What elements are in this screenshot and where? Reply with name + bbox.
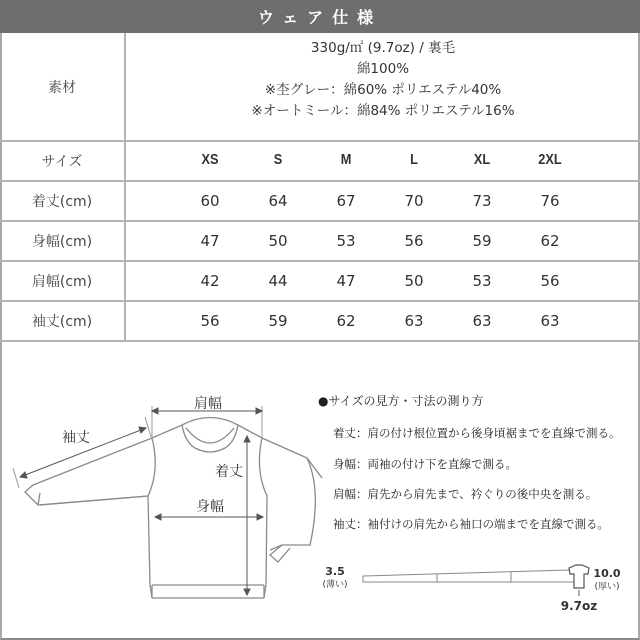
- page-title: ウェア仕様: [0, 0, 640, 33]
- size-l: L: [410, 151, 418, 168]
- table-cell: 64: [268, 192, 288, 210]
- guide-item-shoulder: 肩幅：肩先から肩先まで、衿ぐりの後中央を測る。: [333, 487, 598, 501]
- size-xs: XS: [201, 151, 219, 168]
- table-cell: 70: [404, 192, 424, 210]
- table-cell: 42: [200, 272, 220, 290]
- table-cell: 50: [404, 272, 424, 290]
- guide-item-body-width: 身幅：両袖の付け下を直線で測る。: [333, 457, 517, 471]
- material-line: 330g/㎡ (9.7oz) / 裏毛: [310, 40, 456, 56]
- table-cell: 63: [540, 312, 560, 330]
- scale-max-value: 10.0: [593, 567, 621, 580]
- guide-item-sleeve: 袖丈：袖付けの肩先から袖口の端までを直線で測る。: [333, 517, 609, 531]
- material-line: ※杢グレー：綿60% ポリエステル40%: [264, 82, 502, 98]
- body-width-label: 身幅(cm): [31, 234, 93, 250]
- shoulder-label: 肩幅: [194, 396, 222, 412]
- scale-min-value: 3.5: [325, 565, 345, 578]
- size-m: M: [340, 151, 352, 168]
- material-line: ※オートミール：綿84% ポリエステル16%: [251, 103, 515, 119]
- material-label: 素材: [48, 79, 76, 96]
- sleeve-length-label: 袖丈(cm): [31, 314, 93, 330]
- shoulder-width-label: 肩幅(cm): [31, 274, 93, 290]
- table-cell: 56: [200, 312, 220, 330]
- guide-item-length: 着丈：肩の付け根位置から後身頃裾までを直線で測る。: [333, 426, 621, 440]
- sleeve-label: 袖丈: [62, 430, 90, 446]
- table-cell: 63: [472, 312, 492, 330]
- table-cell: 47: [200, 232, 220, 250]
- guide-title: ●サイズの見方・寸法の測り方: [318, 394, 484, 408]
- table-cell: 63: [404, 312, 424, 330]
- tshirt-icon: [569, 565, 589, 588]
- table-cell: 59: [472, 232, 492, 250]
- size-header-label: サイズ: [41, 154, 83, 170]
- size-2xl: 2XL: [538, 151, 562, 168]
- size-xl: XL: [473, 151, 491, 168]
- material-description: [126, 38, 640, 122]
- sweatshirt-diagram: [0, 380, 330, 640]
- table-cell: 73: [472, 192, 492, 210]
- table-cell: 53: [472, 272, 492, 290]
- table-cell: 60: [200, 192, 220, 210]
- table-cell: 50: [268, 232, 288, 250]
- table-cell: 59: [268, 312, 288, 330]
- scale-min-label: (薄い): [322, 580, 348, 590]
- thickness-scale: [320, 560, 638, 620]
- table-cell: 62: [540, 232, 560, 250]
- table-cell: 62: [336, 312, 356, 330]
- row-divider: [0, 340, 640, 342]
- table-cell: 44: [268, 272, 288, 290]
- table-cell: 56: [404, 232, 424, 250]
- scale-current-value: 9.7oz: [560, 599, 598, 613]
- table-cell: 76: [540, 192, 560, 210]
- table-cell: 67: [336, 192, 356, 210]
- material-line: 綿100%: [356, 61, 410, 77]
- body-width-diagram-label: 身幅: [196, 499, 224, 515]
- size-s: S: [273, 151, 283, 168]
- table-cell: 56: [540, 272, 560, 290]
- scale-max-label: (厚い): [594, 582, 620, 592]
- table-cell: 53: [336, 232, 356, 250]
- length-label: 着丈(cm): [31, 194, 93, 210]
- length-diagram-label: 着丈: [215, 464, 243, 480]
- table-cell: 47: [336, 272, 356, 290]
